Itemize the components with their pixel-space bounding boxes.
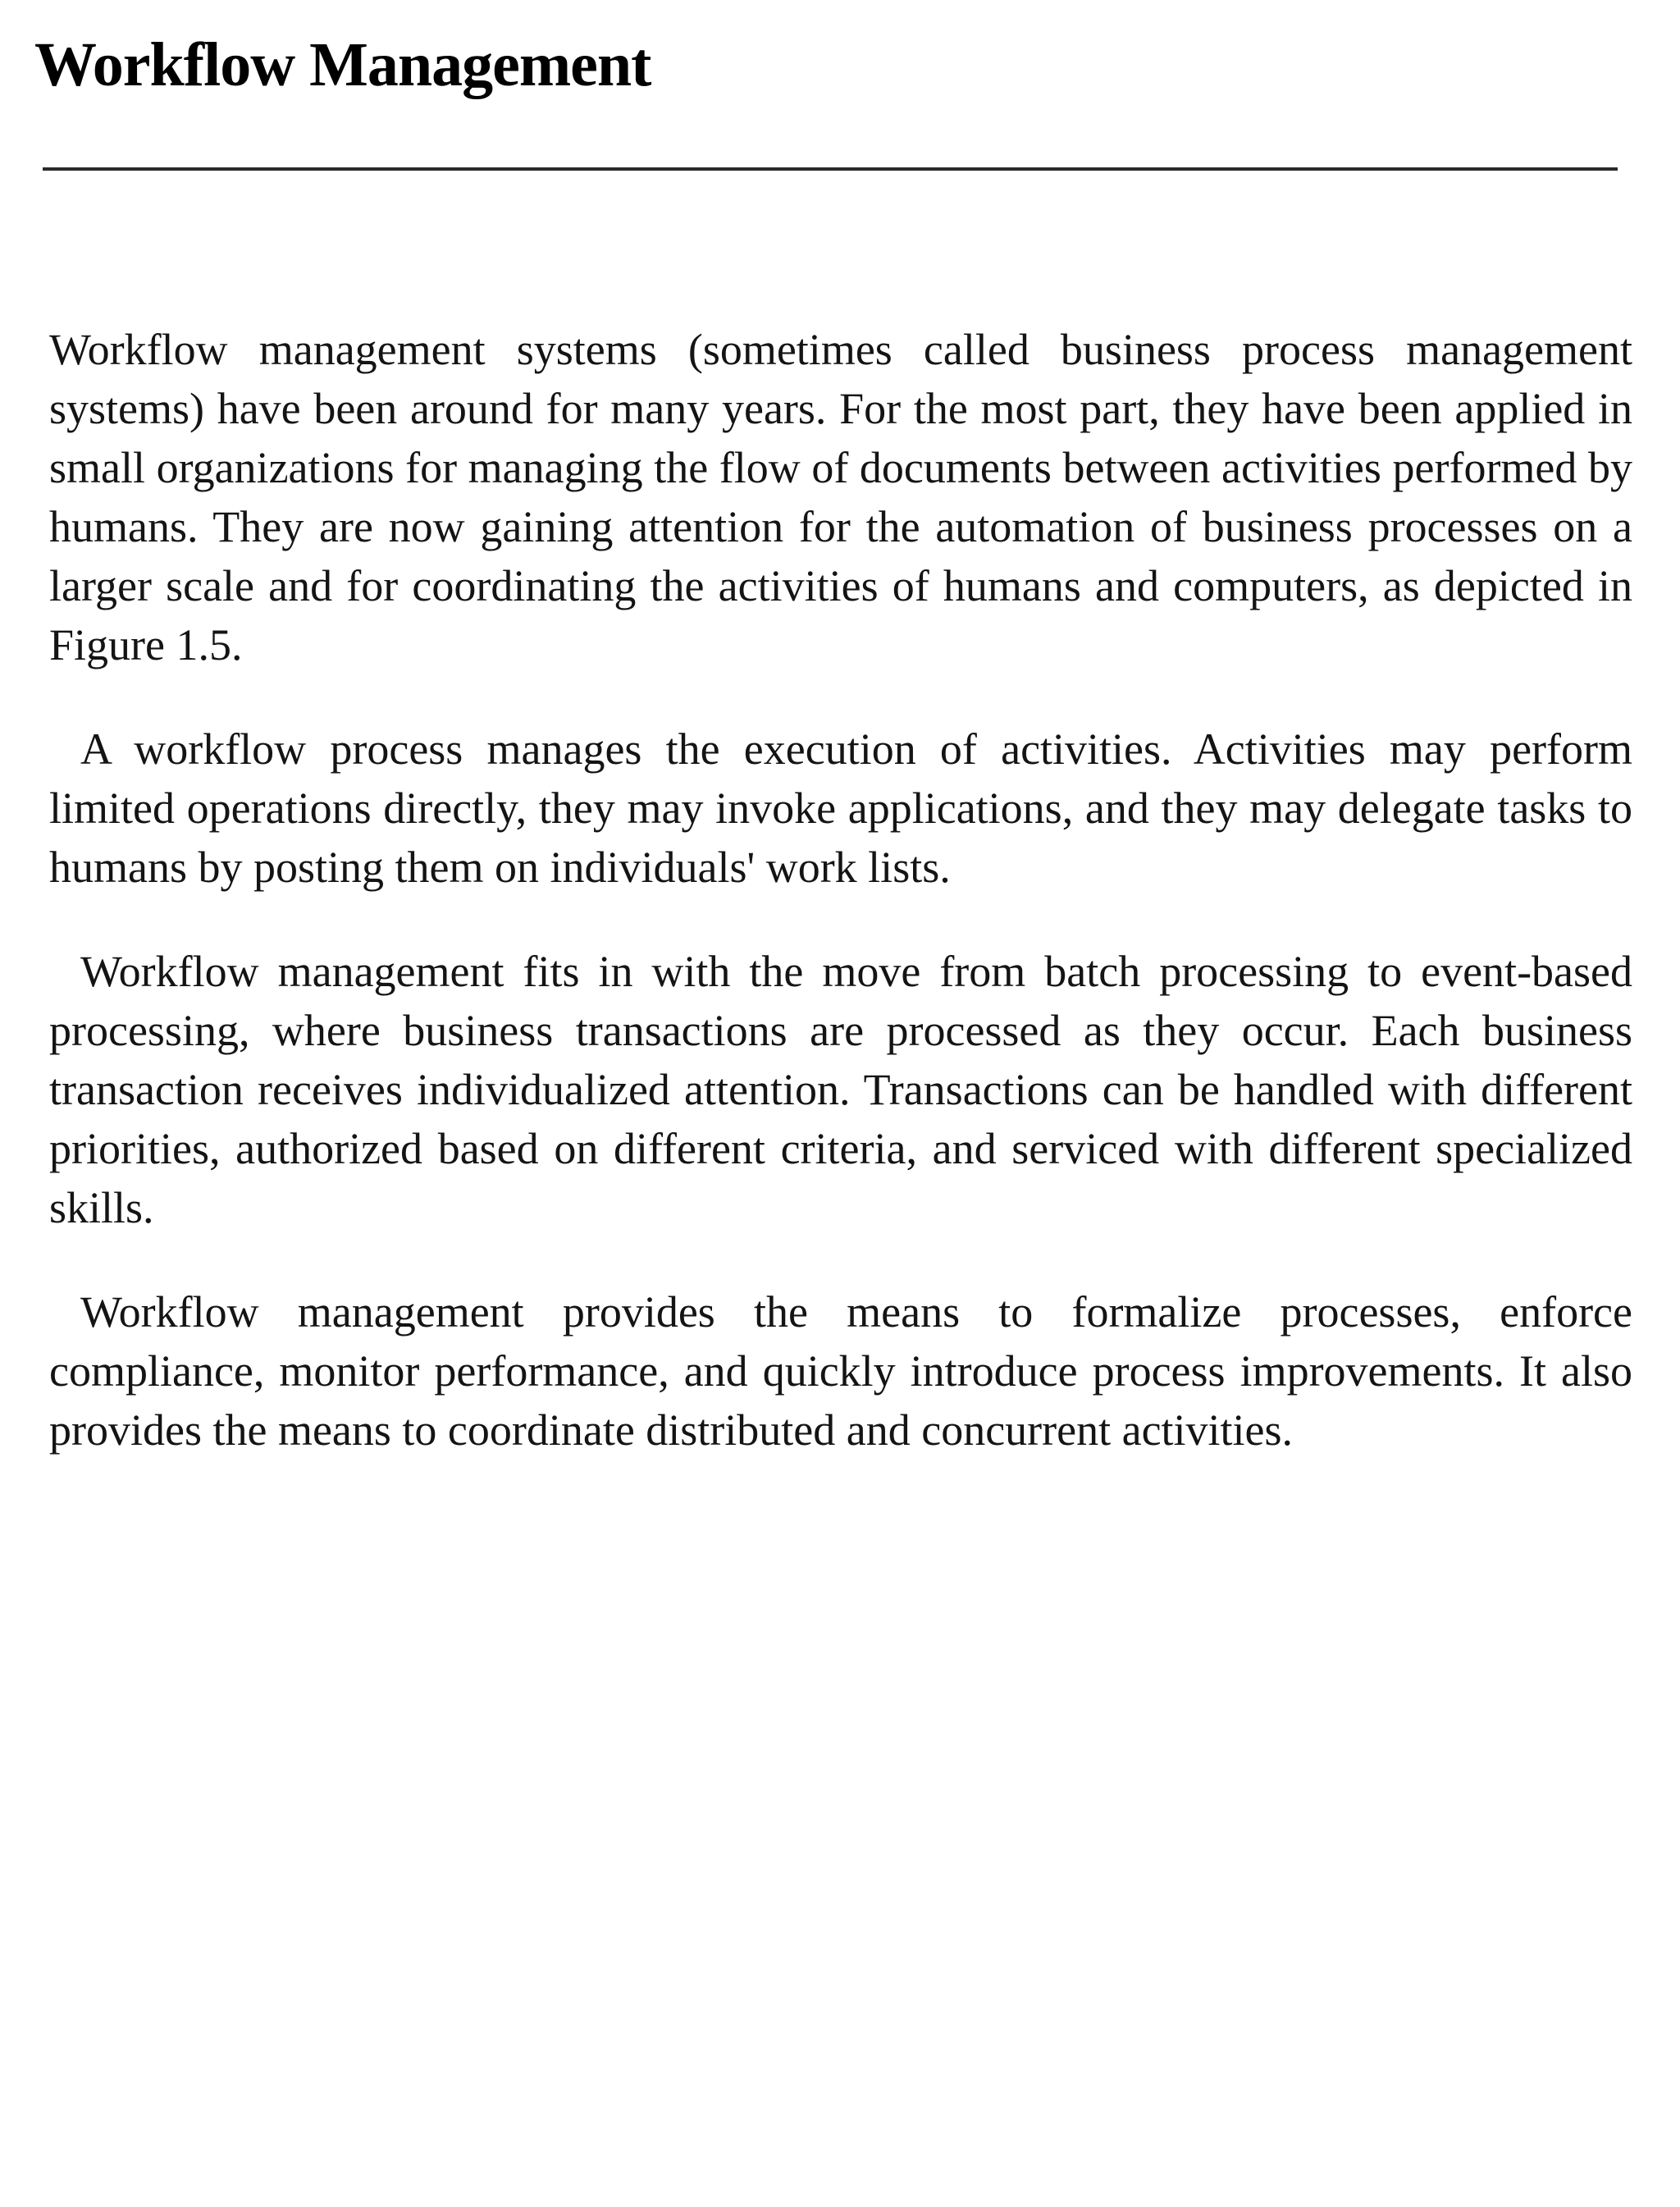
title-divider bbox=[43, 167, 1618, 171]
paragraph-workflow-process: A workflow process manages the execution of activities. Activities may perform limited operations directly, they may invoke applications, and they may delegate tasks to humans by posting them on individuals' work lists. bbox=[49, 724, 1632, 892]
paragraph-workflow-benefits: Workflow management provides the means to formalize processes, enforce compliance, monitor performance, and quickly introduce process improvements. It also provides the means to coordinate distributed and concurrent activities. bbox=[49, 1287, 1632, 1455]
paragraph-event-based-processing: Workflow management fits in with the move from batch processing to event-based processing, where business transactions are processed as they occur. Each business transaction receives individualized attention. Transactions can be handled with different priorities, authorized based on different criteria, and serviced with different specialized skills. bbox=[49, 947, 1632, 1232]
page-title: Workflow Management bbox=[34, 30, 651, 99]
body-text bbox=[49, 320, 1632, 1505]
paragraph-intro: Workflow management systems (sometimes called business process management systems) have been around for many years. For the most part, they have been applied in small organizations for managing the flow of documents between activities performed by humans. They are now gaining attention for the automation of business processes on a larger scale and for coordinating the activities of humans and computers, as depicted in Figure 1.5. bbox=[49, 325, 1632, 669]
